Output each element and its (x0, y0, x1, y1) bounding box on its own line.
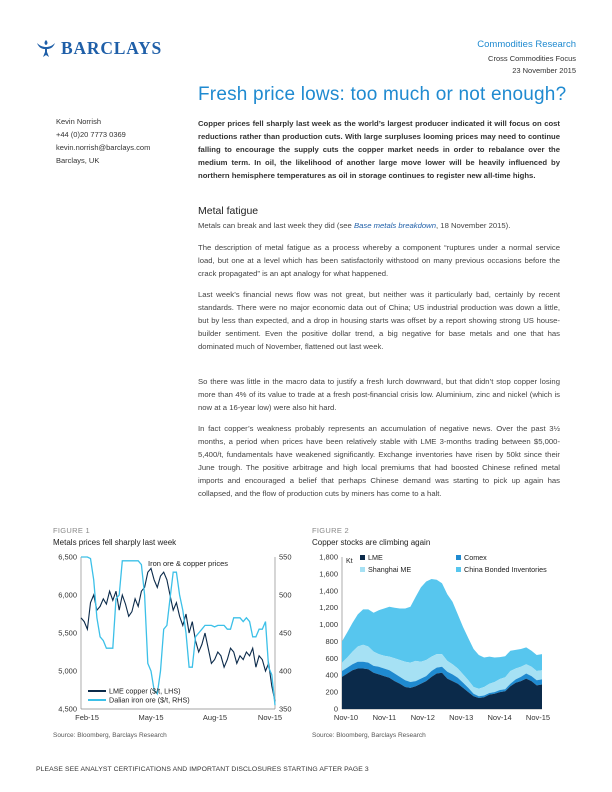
y-tick-labels-left (58, 553, 77, 714)
x-tick-label: Nov-15 (257, 713, 283, 722)
paragraph-1-start: Metals can break and last week they did (see (198, 221, 354, 230)
x-tick-label: Nov-10 (333, 713, 359, 722)
legend-label: LME copper ($/t, LHS) (109, 686, 181, 696)
y-tick-label-right: 450 (279, 628, 292, 638)
y-tick-label: 800 (325, 636, 338, 646)
y-tick-label: 1,400 (319, 586, 338, 596)
y-tick-label: 600 (325, 653, 338, 663)
y-tick-label-right: 350 (279, 704, 292, 714)
author-email[interactable]: kevin.norrish@barclays.com (56, 143, 151, 152)
y-tick-labels-right (279, 553, 292, 714)
chart-2-legend (360, 553, 547, 574)
author-entity: Barclays, UK (56, 156, 100, 165)
legend-label: Dalian iron ore ($/t, RHS) (109, 695, 190, 705)
brand-name: BARCLAYS (61, 38, 163, 58)
paragraph-1-end: , 18 November 2015). (436, 221, 511, 230)
y-tick-label-left: 5,000 (58, 666, 77, 676)
legend-label: Comex (464, 553, 487, 562)
publication-date: 23 November 2015 (512, 66, 576, 75)
y-tick-labels (319, 553, 338, 714)
barclays-logo (36, 38, 162, 59)
page-title: Fresh price lows: too much or not enough? (198, 84, 567, 105)
disclosure-footer: PLEASE SEE ANALYST CERTIFICATIONS AND IMPORTANT DISCLOSURES STARTING AFTER PAGE 3 (36, 766, 369, 773)
eagle-icon (36, 39, 56, 58)
y-tick-label: 400 (325, 670, 338, 680)
figure-1-title: Metals prices fell sharply last week (53, 538, 177, 547)
paragraph-1 (198, 219, 560, 232)
chart-series-lines (81, 557, 275, 705)
paragraph-4: So there was little in the macro data to justify a fresh lurch downward, but that didn’t stop copper losing more than 4% of its value to trade at a fresh post-financial crisis low. Aluminium, zinc and nickel (which is now at a 16-year low) were also hit hard. (198, 377, 560, 412)
y-tick-label: 1,200 (319, 603, 338, 613)
x-tick-label: Feb-15 (75, 713, 99, 722)
chart-1-legend (88, 687, 190, 705)
y-tick-label-left: 5,500 (58, 628, 77, 638)
figure-2-chart (312, 552, 560, 730)
y-tick-label: 0 (333, 704, 338, 714)
author-phone: +44 (0)20 7773 0369 (56, 130, 126, 139)
unit-label: Kt (346, 558, 353, 565)
lead-paragraph: Copper prices fell sharply last week as the world’s largest producer indicated it will focus on cost reductions rather than production cuts. With large surpluses looming prices may need to continue falling to encourage the supply cuts the copper market needs in order to rebalance over the medium term. In oil, the likelihood of another large move lower will be heavily influenced by northern hemisphere temperatures as oil in storage continues to register new all-time highs. (198, 119, 560, 180)
x-tick-labels (75, 713, 282, 722)
section-name: Commodities Research (477, 39, 576, 50)
paragraph-5: In fact copper’s weakness probably represents an accumulation of negative news. Over the past 3½ months, a period when prices have been relatively stable with LME 3-months trading between $5,000-5,400/t, fundamentals have weakened significantly. Exchange inventories have risen by 50kt since their June trough. The positive arbitrage and high local premiums that had boosted Chinese refined metal imports and encouraged a belief that perhaps Chinese demand was starting to pick up again has collapsed, and the flow of production cuts by miners has come to a halt. (198, 424, 560, 498)
figure-2-label: FIGURE 2 (312, 526, 349, 535)
y-tick-label-left: 4,500 (58, 704, 77, 714)
legend-label: Shanghai ME (368, 565, 412, 574)
y-tick-label-right: 400 (279, 666, 292, 676)
legend-swatch (360, 555, 365, 560)
y-tick-label-left: 6,000 (58, 590, 77, 600)
x-tick-label: Nov-15 (525, 713, 551, 722)
legend-label: China Bonded Inventories (464, 565, 547, 574)
legend-label: LME (368, 553, 383, 562)
x-tick-label: May-15 (138, 713, 164, 722)
y-tick-label-right: 550 (279, 552, 292, 562)
iron-ore-price-line (81, 557, 275, 705)
legend-swatch (456, 555, 461, 560)
stacked-areas (342, 579, 542, 709)
figure-2-title: Copper stocks are climbing again (312, 538, 431, 547)
report-link[interactable]: Base metals breakdown (353, 221, 437, 230)
author-name: Kevin Norrish (56, 117, 102, 126)
paragraph-2: The description of metal fatigue as a process whereby a component “ruptures under a normal service load, but one at a level which has been satisfactorily withstood on many previous occasions before the crack propagated” is an apt analogy for what happened. (198, 243, 560, 278)
figure-1-chart (53, 552, 305, 730)
chart-1-inner-title: Iron ore & copper prices (148, 559, 229, 568)
paragraph-3: Last week’s financial news flow was not great, but neither was it particularly bad, certainly by recent standards. There were no major economic data out of China; US industrial production was down a little, but by less than expected, and a drop in housing starts was offset by a report showing strong US house-builder sentiment. Even the positive dollar trend, a big negative for base metals and one that has dominated much of November, flattened out last week. (198, 290, 560, 351)
legend-swatch (360, 567, 365, 572)
legend-swatch (456, 567, 461, 572)
publication-name: Cross Commodities Focus (488, 54, 576, 63)
x-tick-label: Nov-13 (449, 713, 474, 722)
y-tick-label-right: 500 (279, 590, 292, 600)
x-tick-label: Aug-15 (202, 713, 228, 722)
y-tick-label-left: 6,500 (58, 552, 77, 562)
x-tick-labels (334, 713, 550, 722)
x-tick-label: Nov-12 (410, 713, 435, 722)
figure-2-source: Source: Bloomberg, Barclays Research (312, 732, 426, 739)
figure-1-source: Source: Bloomberg, Barclays Research (53, 732, 167, 739)
y-tick-label: 200 (325, 687, 338, 697)
figure-1-label: FIGURE 1 (53, 526, 90, 535)
section-heading: Metal fatigue (198, 205, 259, 217)
y-tick-label: 1,000 (319, 620, 338, 630)
x-tick-label: Nov-11 (372, 713, 397, 722)
copper-price-line (81, 568, 275, 701)
y-tick-label: 1,600 (319, 569, 338, 579)
x-tick-label: Nov-14 (487, 713, 512, 722)
y-tick-label: 1,800 (319, 552, 338, 562)
